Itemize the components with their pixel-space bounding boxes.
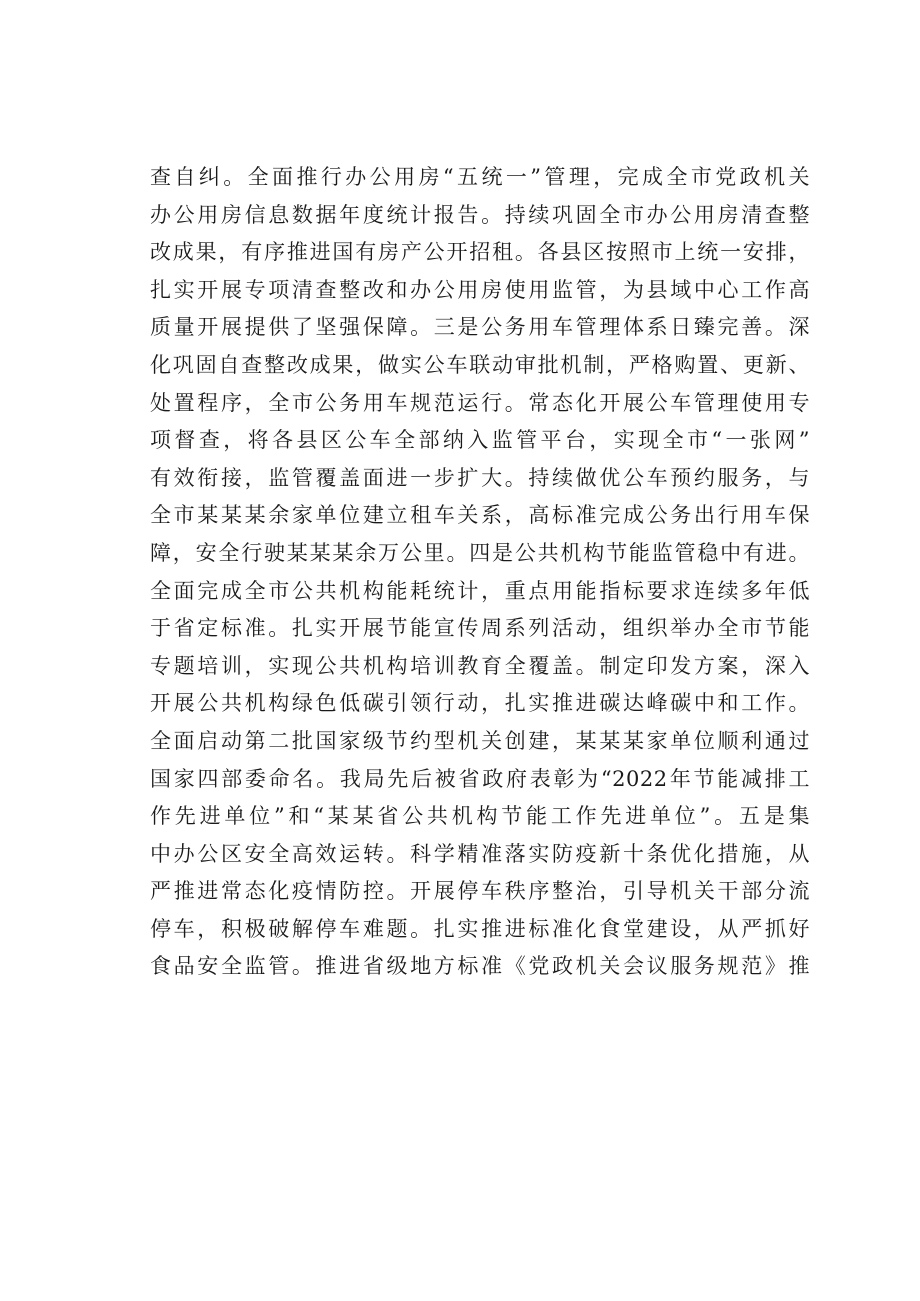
- text-line: 障，安全行驶某某某余万公里。四是公共机构节能监管稳中有进。: [150, 540, 810, 565]
- text-line: 全市某某某余家单位建立租车关系，高标准完成公务出行用车保: [150, 503, 810, 528]
- text-line: 查自纠。全面推行办公用房“五统一”管理，完成全市党政机关: [150, 165, 810, 189]
- text-line: 开展公共机构绿色低碳引领行动，扎实推进碳达峰碳中和工作。: [150, 691, 810, 716]
- text-line: 处置程序，全市公务用车规范运行。常态化开展公车管理使用专: [150, 390, 810, 415]
- text-line: 办公用房信息数据年度统计报告。持续巩固全市办公用房清查整: [150, 202, 810, 227]
- text-line: 停车，积极破解停车难题。扎实推进标准化食堂建设，从严抓好: [150, 916, 810, 941]
- text-line: 全面完成全市公共机构能耗统计，重点用能指标要求连续多年低: [150, 578, 810, 603]
- body-text: [150, 159, 810, 986]
- text-line: 中办公区安全高效运转。科学精准落实防疫新十条优化措施，从: [150, 841, 810, 866]
- text-line: 国家四部委命名。我局先后被省政府表彰为“2022年节能减排工: [150, 766, 810, 791]
- text-line: 于省定标准。扎实开展节能宣传周系列活动，组织举办全市节能: [150, 616, 810, 641]
- text-line: 改成果，有序推进国有房产公开招租。各县区按照市上统一安排，: [150, 240, 810, 265]
- text-line: 专题培训，实现公共机构培训教育全覆盖。制定印发方案，深入: [150, 653, 810, 678]
- text-line: 扎实开展专项清查整改和办公用房使用监管，为县域中心工作高: [150, 277, 810, 302]
- text-line: 项督查，将各县区公车全部纳入监管平台，实现全市“一张网”: [150, 428, 810, 453]
- text-line: 严推进常态化疫情防控。开展停车秩序整治，引导机关干部分流: [150, 879, 810, 904]
- text-line: 有效衔接，监管覆盖面进一步扩大。持续做优公车预约服务，与: [150, 465, 810, 490]
- text-line: 化巩固自查整改成果，做实公车联动审批机制，严格购置、更新、: [150, 352, 810, 377]
- text-line: 食品安全监管。推进省级地方标准《党政机关会议服务规范》推: [150, 954, 810, 979]
- text-line: 作先进单位”和“某某省公共机构节能工作先进单位”。五是集: [150, 804, 810, 829]
- text-line: 全面启动第二批国家级节约型机关创建，某某某家单位顺利通过: [150, 728, 810, 753]
- text-line: 质量开展提供了坚强保障。三是公务用车管理体系日臻完善。深: [150, 315, 810, 340]
